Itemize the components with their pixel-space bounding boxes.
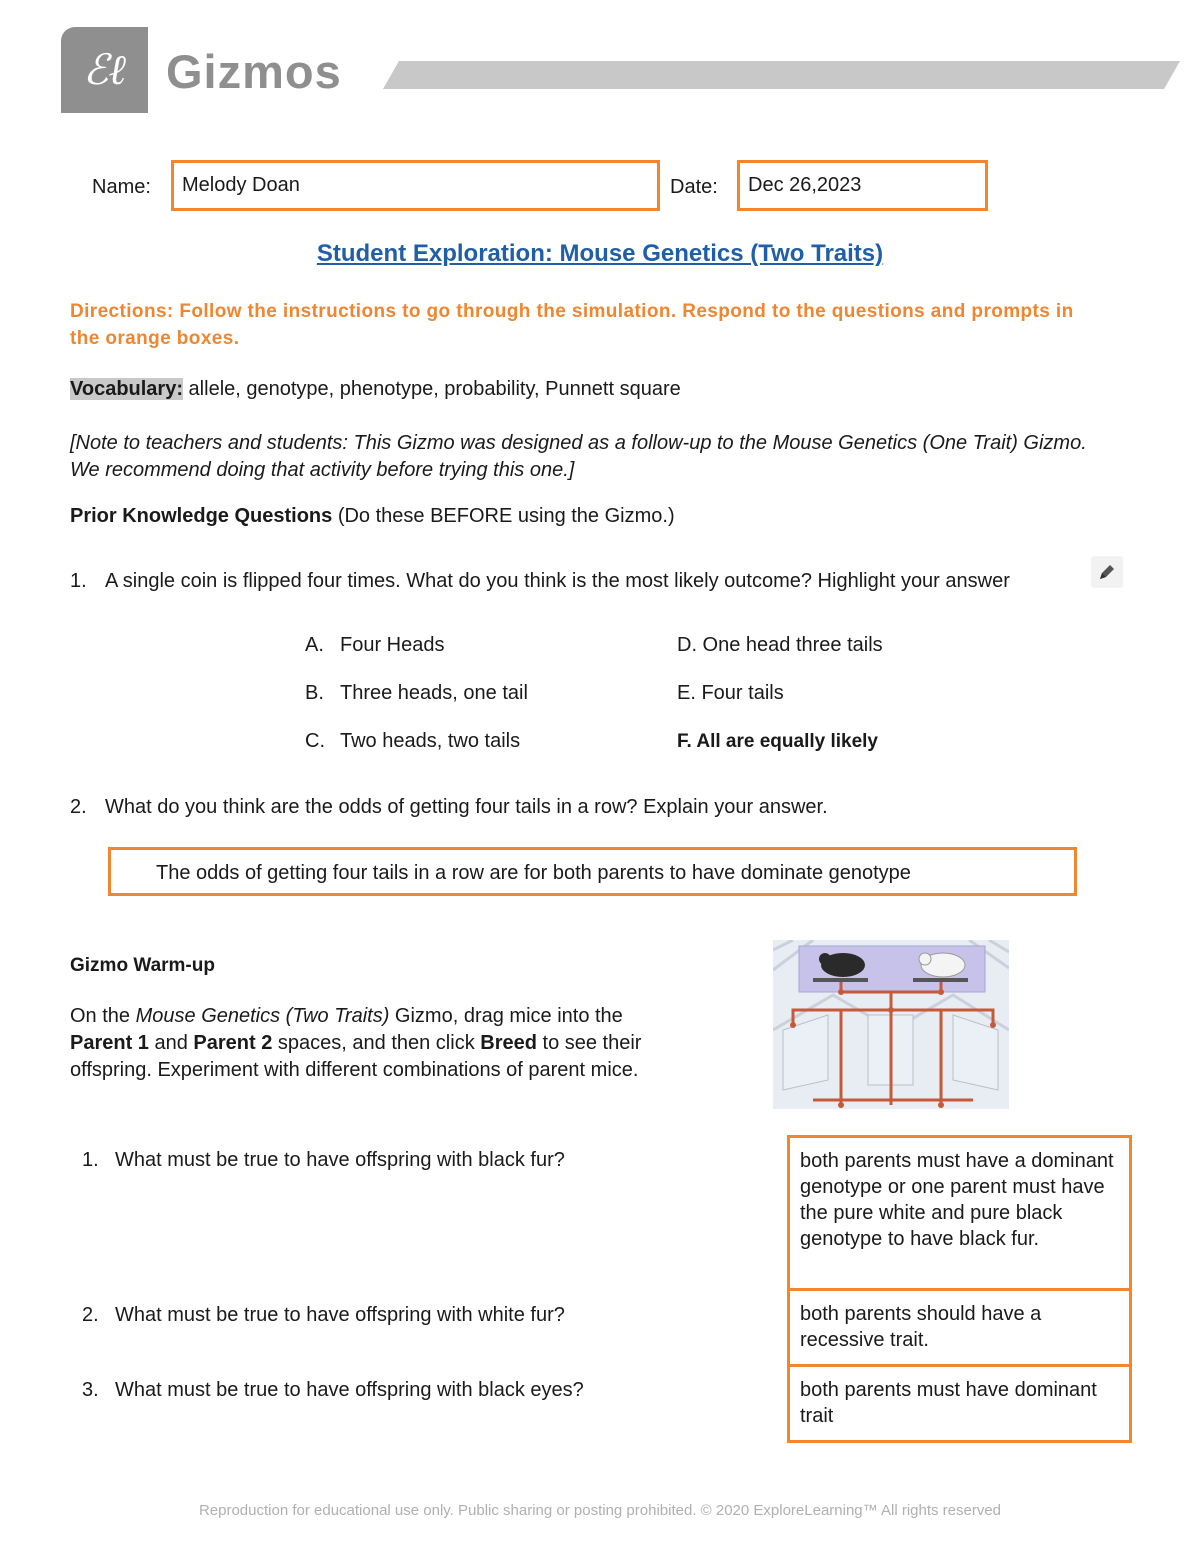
- intro-text: On the: [70, 1005, 136, 1027]
- warmup-answer-3[interactable]: both parents must have dominant trait: [800, 1379, 1097, 1427]
- page-title: Student Exploration: Mouse Genetics (Two Traits): [316, 240, 884, 267]
- prior-knowledge-subtitle: (Do these BEFORE using the Gizmo.): [332, 505, 675, 527]
- intro-text: and: [148, 1032, 194, 1054]
- prior-knowledge-heading: [70, 503, 675, 530]
- name-field[interactable]: Melody Doan: [171, 160, 660, 211]
- question-2-answer[interactable]: The odds of getting four tails in a row are for both parents to have dominate genotype: [108, 847, 1077, 896]
- warmup-intro: [70, 1003, 760, 1084]
- warmup-question-2: What must be true to have offspring with white fur?: [115, 1304, 565, 1326]
- option-b-letter: B.: [305, 682, 324, 704]
- warmup-answer-1[interactable]: both parents must have a dominant genotype or one parent must have the pure white and pure black genotype to have black fur.: [790, 1138, 1129, 1291]
- gizmos-logo: [61, 27, 148, 113]
- gizmo-name: Mouse Genetics (Two Traits): [135, 1005, 390, 1027]
- vocabulary: [70, 376, 681, 403]
- option-f-selected[interactable]: F. All are equally likely: [677, 731, 879, 752]
- option-d[interactable]: D. One head three tails: [677, 634, 883, 656]
- brand-name: Gizmos: [166, 45, 342, 98]
- warmup-heading: Gizmo Warm-up: [70, 955, 215, 976]
- pencil-icon[interactable]: [1091, 556, 1123, 588]
- question-number: 3.: [82, 1379, 99, 1401]
- parent-1-term: Parent 1: [70, 1032, 149, 1054]
- intro-text: spaces, and then click: [272, 1032, 481, 1054]
- directions: Directions: Follow the instructions to go through the simulation. Respond to the questions and prompts in the orange boxes.: [70, 301, 1074, 349]
- footer-copyright: Reproduction for educational use only. Public sharing or posting prohibited. © 2020 ExploreLearning™ All rights reserved: [198, 1502, 1002, 1519]
- header-bar: [383, 61, 1180, 89]
- question-1-text: A single coin is flipped four times. What do you think is the most likely outcome? Highlight your answer: [105, 570, 1010, 592]
- intro-text: to see their: [536, 1032, 642, 1054]
- parent-2-term: Parent 2: [193, 1032, 273, 1054]
- name-label: Name:: [92, 176, 151, 198]
- date-label: Date:: [670, 176, 718, 198]
- teacher-note: [Note to teachers and students: This Gizmo was designed as a follow-up to the Mouse Genetics (One Trait) Gizmo. We recommend doing that activity before trying this one.]: [70, 432, 1087, 481]
- option-c[interactable]: Two heads, two tails: [340, 730, 521, 752]
- prior-knowledge-title: Prior Knowledge Questions: [70, 505, 333, 527]
- question-number: 1.: [70, 570, 87, 592]
- question-number: 2.: [70, 796, 87, 818]
- question-number: 1.: [82, 1149, 99, 1171]
- logo-glyph: ℰℓ: [83, 45, 126, 94]
- question-number: 2.: [82, 1304, 99, 1326]
- intro-text: Gizmo, drag mice into the: [389, 1005, 623, 1027]
- intro-text: offspring. Experiment with different combinations of parent mice.: [70, 1059, 639, 1081]
- option-c-letter: C.: [305, 730, 325, 752]
- warmup-answer-2[interactable]: both parents should have a recessive trait.: [790, 1291, 1129, 1367]
- vocabulary-terms: allele, genotype, phenotype, probability, Punnett square: [183, 378, 681, 400]
- warmup-question-1: What must be true to have offspring with black fur?: [115, 1149, 565, 1171]
- option-e[interactable]: E. Four tails: [677, 682, 784, 704]
- breed-term: Breed: [480, 1032, 537, 1054]
- option-b[interactable]: Three heads, one tail: [340, 682, 528, 704]
- question-2-text: What do you think are the odds of getting four tails in a row? Explain your answer.: [105, 796, 828, 818]
- option-a[interactable]: Four Heads: [340, 634, 445, 656]
- date-field[interactable]: Dec 26,2023: [737, 160, 988, 211]
- vocabulary-label: Vocabulary:: [70, 378, 183, 400]
- gizmo-screenshot: [773, 940, 1009, 1109]
- warmup-question-3: What must be true to have offspring with black eyes?: [115, 1379, 584, 1401]
- warmup-answer-table: [787, 1135, 1132, 1443]
- option-a-letter: A.: [305, 634, 324, 656]
